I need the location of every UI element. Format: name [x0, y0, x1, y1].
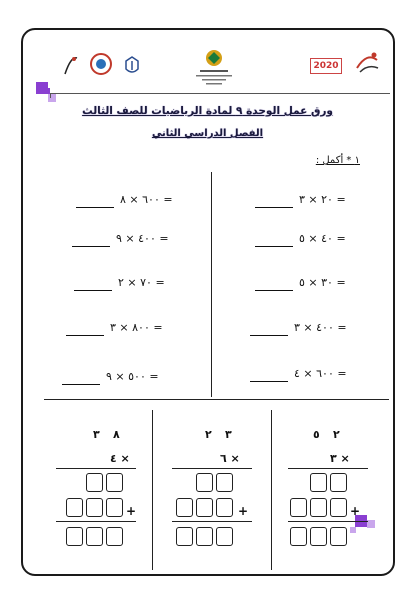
answer-box[interactable] — [86, 527, 103, 546]
answer-box[interactable] — [310, 498, 327, 517]
answer-box[interactable] — [216, 473, 233, 492]
equation-left-4 — [66, 321, 206, 337]
accent-square — [350, 527, 356, 533]
product-rule — [172, 468, 252, 469]
equation-expression: ٣٠ × ٥ = — [299, 276, 346, 289]
multiplier: × ٣ — [330, 452, 350, 465]
answer-box[interactable] — [66, 498, 83, 517]
equation-expression: ٦٠٠ × ٤ = — [294, 367, 347, 380]
answer-box[interactable] — [66, 527, 83, 546]
answer-blank[interactable] — [66, 335, 104, 336]
top-digit: ٥ — [313, 428, 320, 441]
equation-expression: ٦٠٠ × ٨ = — [120, 193, 173, 206]
answer-blank[interactable] — [62, 384, 100, 385]
equation-left-2 — [72, 232, 202, 248]
answer-box[interactable] — [106, 473, 123, 492]
answer-box[interactable] — [176, 498, 193, 517]
column-divider — [152, 410, 153, 570]
equation-left-3 — [74, 276, 204, 292]
equation-expression: ٤٠٠ × ٣ = — [294, 321, 347, 334]
equation-right-4 — [250, 321, 375, 337]
school-logo-1 — [123, 55, 141, 77]
equation-right-1 — [255, 193, 375, 209]
answer-box[interactable] — [330, 498, 347, 517]
equation-left-5 — [62, 370, 202, 386]
equation-expression: ٢٠ × ٣ = — [299, 193, 346, 206]
top-digit: ٢ — [333, 428, 340, 441]
multiplier: × ٤ — [110, 452, 130, 465]
logo-2020: 2020 — [310, 58, 342, 74]
answer-box[interactable] — [176, 527, 193, 546]
accent-square — [367, 520, 375, 528]
multiplier: × ٦ — [220, 452, 240, 465]
answer-box[interactable] — [290, 527, 307, 546]
answer-box[interactable] — [86, 473, 103, 492]
answer-blank[interactable] — [250, 381, 288, 382]
answer-box[interactable] — [106, 498, 123, 517]
equation-expression: ٥٠٠ × ٩ = — [106, 370, 159, 383]
equation-expression: ٨٠٠ × ٣ = — [110, 321, 163, 334]
answer-blank[interactable] — [76, 207, 114, 208]
worksheet-title: ورق عمل الوحدة ٩ لمادة الرياضيات للصف الثالث — [82, 105, 333, 117]
answer-box[interactable] — [310, 473, 327, 492]
equation-right-5 — [250, 367, 375, 383]
sum-rule — [288, 521, 368, 522]
top-digit: ٨ — [113, 428, 120, 441]
plus-sign: + — [350, 504, 361, 518]
answer-box[interactable] — [330, 527, 347, 546]
sum-rule — [56, 521, 136, 522]
equation-right-2 — [255, 232, 375, 248]
sum-rule — [172, 521, 252, 522]
answer-blank[interactable] — [72, 246, 110, 247]
answer-blank[interactable] — [255, 246, 293, 247]
question-label: ١ * أكمل : — [315, 155, 360, 166]
answer-box[interactable] — [196, 473, 213, 492]
equation-right-3 — [255, 276, 375, 292]
equation-expression: ٤٠٠ × ٩ = — [116, 232, 169, 245]
semester-title: الفصل الدراسي الثاني — [151, 128, 264, 139]
answer-blank[interactable] — [255, 290, 293, 291]
school-logo-3 — [62, 54, 80, 76]
top-digit: ٣ — [225, 428, 232, 441]
header-side-line — [50, 93, 51, 98]
answer-box[interactable] — [310, 527, 327, 546]
header-divider — [50, 93, 390, 94]
answer-box[interactable] — [290, 498, 307, 517]
column-divider — [211, 172, 212, 397]
answer-box[interactable] — [330, 473, 347, 492]
section-divider — [44, 399, 389, 400]
answer-blank[interactable] — [255, 207, 293, 208]
equation-left-1 — [76, 193, 206, 209]
column-divider — [271, 410, 272, 570]
answer-blank[interactable] — [74, 290, 112, 291]
answer-box[interactable] — [106, 527, 123, 546]
equation-expression: ٤٠ × ٥ = — [299, 232, 346, 245]
product-rule — [288, 468, 368, 469]
plus-sign: + — [238, 504, 249, 518]
ministry-logo — [352, 48, 382, 76]
equation-expression: ٧٠ × ٢ = — [118, 276, 165, 289]
answer-box[interactable] — [216, 527, 233, 546]
answer-box[interactable] — [86, 498, 103, 517]
plus-sign: + — [126, 504, 137, 518]
kuwait-emblem — [186, 48, 242, 90]
answer-blank[interactable] — [250, 335, 288, 336]
school-logo-2 — [89, 52, 113, 76]
top-digit: ٣ — [93, 428, 100, 441]
product-rule — [56, 468, 136, 469]
answer-box[interactable] — [216, 498, 233, 517]
answer-box[interactable] — [196, 498, 213, 517]
answer-box[interactable] — [196, 527, 213, 546]
top-digit: ٢ — [205, 428, 212, 441]
